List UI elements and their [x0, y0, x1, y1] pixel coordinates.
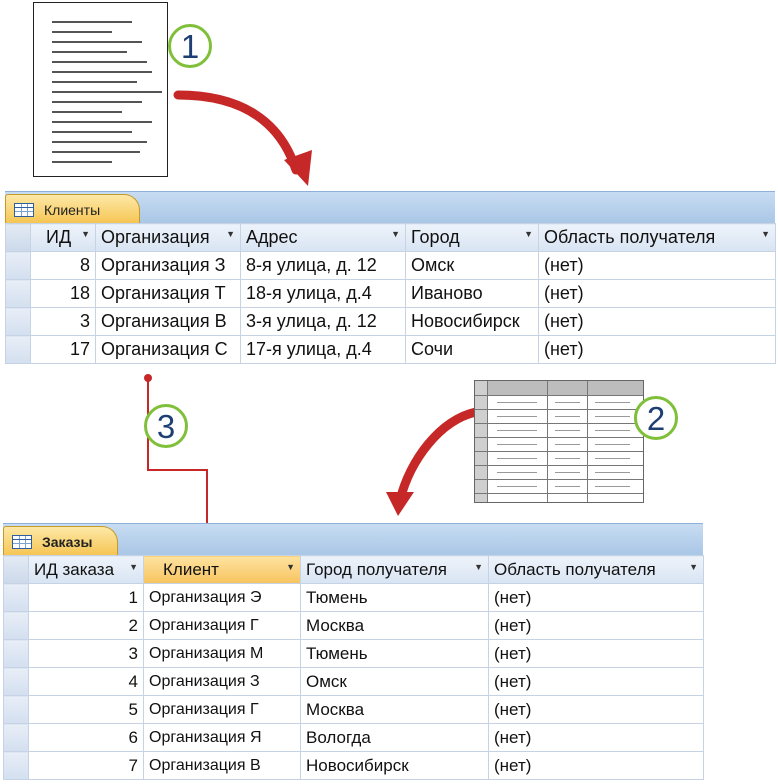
cell-city[interactable]: Москва — [301, 696, 489, 724]
table-icon — [14, 203, 34, 217]
table-row[interactable] — [4, 584, 704, 612]
orders-grid — [3, 555, 704, 780]
cell-region[interactable]: (нет) — [539, 308, 776, 336]
table-row[interactable] — [6, 308, 776, 336]
cell-address[interactable]: 17-я улица, д.4 — [241, 336, 406, 364]
row-selector[interactable] — [4, 612, 29, 640]
dropdown-icon[interactable]: ▼ — [524, 229, 533, 239]
step-badge-3: 3 — [144, 404, 188, 448]
table-row[interactable] — [6, 336, 776, 364]
column-header-region[interactable]: Область получателя ▼ — [539, 224, 776, 252]
cell-city[interactable]: Сочи — [406, 336, 539, 364]
select-all-corner[interactable] — [6, 224, 31, 252]
cell-client[interactable]: Организация Г — [144, 612, 301, 640]
table-row[interactable] — [4, 668, 704, 696]
header-row — [6, 224, 776, 252]
orders-tab-bar — [3, 523, 703, 556]
customers-table-window — [5, 191, 775, 368]
cell-city[interactable]: Омск — [301, 668, 489, 696]
customers-tab-bar — [5, 191, 775, 224]
cell-order-id[interactable]: 6 — [29, 724, 144, 752]
header-row — [4, 556, 704, 584]
cell-region[interactable]: (нет) — [489, 668, 704, 696]
cell-region[interactable]: (нет) — [489, 584, 704, 612]
arrow-icon — [386, 492, 414, 516]
cell-address[interactable]: 18-я улица, д.4 — [241, 280, 406, 308]
row-selector[interactable] — [6, 280, 31, 308]
arrow-icon — [400, 412, 476, 500]
cell-region[interactable]: (нет) — [539, 280, 776, 308]
dropdown-icon[interactable]: ▼ — [761, 229, 770, 239]
column-header-client[interactable]: Клиент ▼ — [144, 556, 301, 584]
cell-order-id[interactable]: 1 — [29, 584, 144, 612]
cell-org[interactable]: Организация Т — [96, 280, 241, 308]
cell-region[interactable]: (нет) — [489, 724, 704, 752]
row-selector[interactable] — [4, 752, 29, 780]
column-header-address[interactable]: Адрес ▼ — [241, 224, 406, 252]
row-selector[interactable] — [6, 308, 31, 336]
cell-id[interactable]: 8 — [31, 252, 96, 280]
table-row[interactable] — [6, 280, 776, 308]
cell-id[interactable]: 3 — [31, 308, 96, 336]
row-selector[interactable] — [4, 668, 29, 696]
dropdown-icon[interactable]: ▼ — [474, 561, 483, 572]
cell-client[interactable]: Организация В — [144, 752, 301, 780]
cell-client[interactable]: Организация Г — [144, 696, 301, 724]
table-icon — [12, 535, 32, 549]
cell-region[interactable]: (нет) — [489, 640, 704, 668]
document-icon — [33, 2, 168, 177]
table-row[interactable] — [4, 640, 704, 668]
cell-org[interactable]: Организация З — [96, 252, 241, 280]
grid-icon — [474, 380, 644, 503]
cell-city[interactable]: Тюмень — [301, 584, 489, 612]
cell-city[interactable]: Омск — [406, 252, 539, 280]
cell-org[interactable]: Организация В — [96, 308, 241, 336]
select-all-corner[interactable] — [4, 556, 29, 584]
row-selector[interactable] — [4, 724, 29, 752]
column-header-org[interactable]: Организация ▼ — [96, 224, 241, 252]
dropdown-icon[interactable]: ▼ — [226, 229, 235, 239]
row-selector[interactable] — [4, 584, 29, 612]
column-header-order-id[interactable]: ИД заказа ▼ — [29, 556, 144, 584]
cell-region[interactable]: (нет) — [539, 336, 776, 364]
row-selector[interactable] — [4, 696, 29, 724]
table-row[interactable] — [6, 252, 776, 280]
cell-order-id[interactable]: 7 — [29, 752, 144, 780]
table-row[interactable] — [4, 612, 704, 640]
cell-order-id[interactable]: 4 — [29, 668, 144, 696]
column-header-city[interactable]: Город ▼ — [406, 224, 539, 252]
cell-city[interactable]: Новосибирск — [406, 308, 539, 336]
row-selector[interactable] — [4, 640, 29, 668]
table-row[interactable] — [4, 696, 704, 724]
dropdown-icon[interactable]: ▼ — [689, 561, 698, 572]
orders-tab-label: Заказы — [42, 533, 93, 550]
cell-city[interactable]: Тюмень — [301, 640, 489, 668]
cell-id[interactable]: 17 — [31, 336, 96, 364]
dropdown-icon[interactable]: ▼ — [129, 561, 138, 572]
relation-line — [148, 378, 207, 544]
step-badge-1: 1 — [168, 24, 212, 68]
column-header-city[interactable]: Город получателя ▼ — [301, 556, 489, 584]
cell-region[interactable]: (нет) — [539, 252, 776, 280]
column-header-id[interactable]: ИД ▼ — [31, 224, 96, 252]
column-header-region[interactable]: Область получателя ▼ — [489, 556, 704, 584]
cell-city[interactable]: Иваново — [406, 280, 539, 308]
row-selector[interactable] — [6, 336, 31, 364]
orders-tab[interactable] — [3, 526, 118, 556]
arrow-icon — [178, 95, 296, 170]
cell-order-id[interactable]: 3 — [29, 640, 144, 668]
cell-order-id[interactable]: 2 — [29, 612, 144, 640]
orders-table-window — [3, 523, 703, 784]
cell-region[interactable]: (нет) — [489, 752, 704, 780]
cell-region[interactable]: (нет) — [489, 696, 704, 724]
customers-tab[interactable] — [5, 194, 140, 224]
cell-city[interactable]: Москва — [301, 612, 489, 640]
cell-city[interactable]: Новосибирск — [301, 752, 489, 780]
cell-address[interactable]: 8-я улица, д. 12 — [241, 252, 406, 280]
cell-client[interactable]: Организация З — [144, 668, 301, 696]
step-badge-2: 2 — [634, 396, 678, 440]
cell-org[interactable]: Организация С — [96, 336, 241, 364]
table-row[interactable] — [4, 724, 704, 752]
cell-client[interactable]: Организация Э — [144, 584, 301, 612]
dropdown-icon[interactable]: ▼ — [391, 229, 400, 239]
cell-address[interactable]: 3-я улица, д. 12 — [241, 308, 406, 336]
cell-id[interactable]: 18 — [31, 280, 96, 308]
cell-city[interactable]: Вологда — [301, 724, 489, 752]
cell-client[interactable]: Организация М — [144, 640, 301, 668]
cell-client[interactable]: Организация Я — [144, 724, 301, 752]
customers-grid — [5, 223, 776, 364]
dropdown-icon[interactable]: ▼ — [286, 561, 295, 572]
dropdown-icon[interactable]: ▼ — [81, 229, 90, 239]
customers-tab-label: Клиенты — [44, 201, 101, 218]
row-selector[interactable] — [6, 252, 31, 280]
cell-order-id[interactable]: 5 — [29, 696, 144, 724]
arrow-icon — [284, 150, 312, 186]
table-row[interactable] — [4, 752, 704, 780]
cell-region[interactable]: (нет) — [489, 612, 704, 640]
